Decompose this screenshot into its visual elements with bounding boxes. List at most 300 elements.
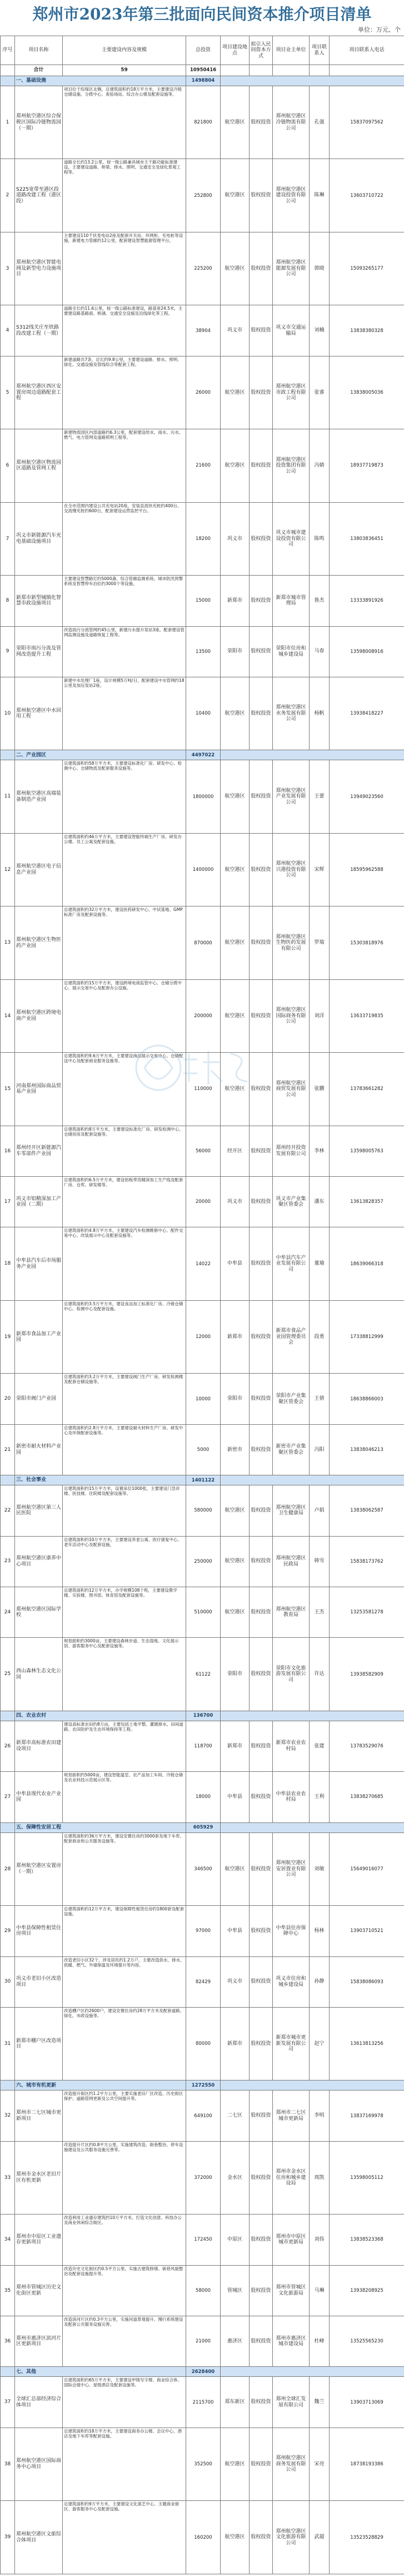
cell-content: 总建筑面积约3.2万平方米，主要建设阀门生产厂房、研发检测楼及配套仓储设施等。 bbox=[63, 1374, 186, 1424]
cell-contact: 王倩 bbox=[310, 1374, 330, 1424]
cell-project-name: 郑州航空港区西区安置房周边道路配套工程 bbox=[15, 356, 63, 429]
cell-contact: 王蕾 bbox=[310, 760, 330, 833]
cell-owner: 郑州市惠济区城市建设局 bbox=[273, 2316, 310, 2367]
cell-content: 改造提升片区约0.8平方公里，实施建筑改造、街巷整治、停车设施建设及公共服务设施完善等。 bbox=[63, 2141, 186, 2214]
project-row bbox=[1, 2215, 404, 2265]
cell-owner: 巩义市产业集聚区管委会 bbox=[273, 1177, 310, 1227]
cell-location: 巩义市 bbox=[221, 1956, 250, 2007]
cell-contact: 潘东 bbox=[310, 1177, 330, 1227]
cell-project-name: 全球汇总部经济综合体项目 bbox=[15, 2377, 63, 2428]
cell-seq: 5 bbox=[1, 356, 15, 429]
cell-invest: 12000 bbox=[186, 1300, 221, 1373]
cell-method: 股权投资 bbox=[250, 677, 273, 750]
cell-method: 股权投资 bbox=[250, 2007, 273, 2080]
header-method: 拟引入民间资本方式 bbox=[250, 36, 273, 65]
cell-method: 股权投资 bbox=[250, 1126, 273, 1176]
cell-invest: 26000 bbox=[186, 356, 221, 429]
cell-seq: 26 bbox=[1, 1721, 15, 1771]
cell-contact: 刘洋 bbox=[310, 979, 330, 1052]
cell-phone: 13603710722 bbox=[330, 159, 404, 232]
cell-contact: 刘敏 bbox=[310, 1832, 330, 1905]
cell-seq: 11 bbox=[1, 760, 15, 833]
cell-invest: 38904 bbox=[186, 305, 221, 356]
cell-contact: 孔强 bbox=[310, 86, 330, 159]
cell-owner: 荥阳市住房和城乡建设局 bbox=[273, 626, 310, 677]
cell-contact: 刘楠 bbox=[310, 305, 330, 356]
cell-seq: 29 bbox=[1, 1906, 15, 1956]
category-label: 七、其他 bbox=[15, 2367, 186, 2377]
cell-invest: 1800000 bbox=[186, 760, 221, 833]
cell-owner: 郑州航空港区民政局 bbox=[273, 1536, 310, 1587]
cell-phone: 13783529076 bbox=[330, 1721, 404, 1771]
cell-phone: 13837169978 bbox=[330, 2090, 404, 2141]
cell-content: 改造滨河片区约0.3平方公里，实施河道景观提升、慢行系统建设及配套公共服务设施完善。 bbox=[63, 2316, 186, 2367]
cell-location: 新郑市 bbox=[221, 1721, 250, 1771]
cell-method: 股权投资 bbox=[250, 1587, 273, 1638]
category-label: 二、产业园区 bbox=[15, 750, 186, 760]
cell-location: 巩义市 bbox=[221, 502, 250, 575]
cell-method: 股权投资 bbox=[250, 429, 273, 502]
cell-content: 总建筑面积约8万平方米，主要建设标准化厂房、研发检测中心、仓储用房及配套设施等。 bbox=[63, 1126, 186, 1176]
cell-contact: 周凯 bbox=[310, 2141, 330, 2214]
cell-invest: 10400 bbox=[186, 677, 221, 750]
cell-invest: 97000 bbox=[186, 1906, 221, 1956]
cell-project-name: 郑州航空港区国际商务中心项目 bbox=[15, 2428, 63, 2500]
cell-invest: 110000 bbox=[186, 1053, 221, 1126]
cell-contact: 陈鸣 bbox=[310, 502, 330, 575]
unit-note: 单位：万元、个 bbox=[358, 26, 401, 33]
cell-project-name: 郑州航空港区第三人民医院 bbox=[15, 1485, 63, 1536]
cell-content: 改造提升街区约1.2平方公里，主要实施老旧厂区改造、历史街区保护、道路管网更新及公共空间提升等。 bbox=[63, 2090, 186, 2141]
cell-owner: 中牟县汽车产业发展有限公司 bbox=[273, 1227, 310, 1300]
cell-invest: 225200 bbox=[186, 232, 221, 305]
header-phone: 项目联系人电话 bbox=[330, 36, 404, 65]
project-row bbox=[1, 626, 404, 677]
cell-invest: 5000 bbox=[186, 1424, 221, 1475]
project-row bbox=[1, 1906, 404, 1956]
cell-content: 总建筑面积约2.8万平方米，主要建设耐火材料生产厂房、研发中心及环保配套设施等。 bbox=[63, 1424, 186, 1475]
cell-contact: 冯阳 bbox=[310, 1424, 330, 1475]
cell-seq: 34 bbox=[1, 2215, 15, 2265]
cell-owner: 郑州市金水区住房和城乡建设局 bbox=[273, 2141, 310, 2214]
cell-invest: 18200 bbox=[186, 502, 221, 575]
cell-contact: 魏兰 bbox=[310, 2377, 330, 2428]
cell-invest: 1400000 bbox=[186, 833, 221, 906]
cell-project-name: 新密市耐火材料产业园 bbox=[15, 1424, 63, 1475]
cell-phone: 18595962588 bbox=[330, 833, 404, 906]
cell-method: 股权投资 bbox=[250, 232, 273, 305]
cell-location: 巩义市 bbox=[221, 305, 250, 356]
project-row bbox=[1, 1772, 404, 1822]
cell-invest: 14022 bbox=[186, 1227, 221, 1300]
project-table bbox=[0, 36, 404, 2574]
total-label: 合计 bbox=[15, 65, 63, 76]
cell-seq: 27 bbox=[1, 1772, 15, 1822]
cell-content: 建设高标准农田约8万亩，主要包括土地平整、灌溉排水、田间道路、农田防护及生态环境保持等工程。 bbox=[63, 1721, 186, 1771]
category-row bbox=[1, 2367, 404, 2377]
cell-content: 主要建设智慧路灯约5000盏、综合管廊监测系统、城市防汛预警系统及智慧停车泊位约3000个等设施。 bbox=[63, 576, 186, 626]
cell-contact: 张建 bbox=[310, 1721, 330, 1771]
cell-content: 总建筑面积约3.5万平方米，建设食品加工标准化厂房、冷链仓储中心、检测中心及配套设施。 bbox=[63, 1300, 186, 1373]
cell-invest: 56000 bbox=[186, 1126, 221, 1176]
cell-seq: 17 bbox=[1, 1177, 15, 1227]
table-body bbox=[1, 65, 404, 2574]
total-count: 59 bbox=[63, 65, 186, 76]
cell-location: 航空港区 bbox=[221, 677, 250, 750]
cell-invest: 21000 bbox=[186, 2316, 221, 2367]
cell-seq: 6 bbox=[1, 429, 15, 502]
project-row bbox=[1, 1638, 404, 1711]
cell-project-name: 西山森林生态文化公园 bbox=[15, 1638, 63, 1711]
cell-seq: 2 bbox=[1, 159, 15, 232]
project-row bbox=[1, 833, 404, 906]
total-row bbox=[1, 65, 404, 76]
cell-project-name: 巩义市老旧小区改造项目 bbox=[15, 1956, 63, 2007]
cell-project-name: 郑州航空港区中水回用工程 bbox=[15, 677, 63, 750]
category-invest: 605929 bbox=[186, 1822, 221, 1832]
cell-contact: 罗瑞 bbox=[310, 906, 330, 979]
cell-location: 航空港区 bbox=[221, 1832, 250, 1905]
cell-phone: 13938582909 bbox=[330, 1638, 404, 1711]
cell-method: 股权投资 bbox=[250, 1053, 273, 1126]
cell-method: 股权投资 bbox=[250, 833, 273, 906]
cell-content: 总建筑面积约6.5万平方米，建设铝板带箔精深加工生产线及配套厂房、仓库、研发楼等。 bbox=[63, 1177, 186, 1227]
cell-invest: 13500 bbox=[186, 626, 221, 677]
category-invest: 1401122 bbox=[186, 1475, 221, 1485]
cell-seq: 18 bbox=[1, 1227, 15, 1300]
cell-seq: 3 bbox=[1, 232, 15, 305]
cell-project-name: 郑州市惠济区滨河片区更新项目 bbox=[15, 2316, 63, 2367]
cell-contact: 郭晓 bbox=[310, 232, 330, 305]
cell-owner: 郑州航空港区兴港投资有限公司 bbox=[273, 833, 310, 906]
cell-project-name: 巩义市新能源汽车充电基础设施项目 bbox=[15, 502, 63, 575]
category-invest: 1272550 bbox=[186, 2080, 221, 2090]
cell-owner: 中牟县住房保障中心 bbox=[273, 1906, 310, 1956]
cell-project-name: 荥阳市阀门产业园 bbox=[15, 1374, 63, 1424]
cell-method: 股权投资 bbox=[250, 2141, 273, 2214]
cell-phone: 13598005763 bbox=[330, 1126, 404, 1176]
cell-content: 改造雨污分流管网约45公里，新建污水提升泵站3座，配套建设管网监测设施及道路恢复工程等。 bbox=[63, 626, 186, 677]
cell-invest: 510000 bbox=[186, 1587, 221, 1638]
cell-content: 新建道路共7条，总长约9.8公里，主要建设道路、排水、照明、绿化、交通设施及管线综合等配套工程。 bbox=[63, 356, 186, 429]
cell-project-name: 郑州航空港区高端装备制造产业园 bbox=[15, 760, 63, 833]
cell-owner: 郑州航空港区建设投资有限公司 bbox=[273, 159, 310, 232]
cell-location: 荥阳市 bbox=[221, 1638, 250, 1711]
cell-phone: 13938418227 bbox=[330, 677, 404, 750]
project-row bbox=[1, 86, 404, 159]
cell-contact: 许达 bbox=[310, 1638, 330, 1711]
cell-owner: 郑州经开投资发展有限公司 bbox=[273, 1126, 310, 1176]
cell-method: 股权投资 bbox=[250, 626, 273, 677]
cell-phone: 18639066318 bbox=[330, 1227, 404, 1300]
category-invest: 2628400 bbox=[186, 2367, 221, 2377]
cell-phone: 13633719835 bbox=[330, 979, 404, 1052]
cell-content: 总建筑面积约58万平方米，主要建设标准化厂房、研发中心、检测中心、仓储物流及配套服务设施等。 bbox=[63, 760, 186, 833]
cell-content: 新建中水处理厂1座，设计规模5万吨/日，配套建设中水管网约18公里及加压泵站2座。 bbox=[63, 677, 186, 750]
cell-contact: 王利 bbox=[310, 1772, 330, 1822]
cell-owner: 郑州航空港区冷链物流有限公司 bbox=[273, 86, 310, 159]
project-row bbox=[1, 502, 404, 575]
cell-phone: 13598005112 bbox=[330, 2141, 404, 2214]
cell-phone: 13903710521 bbox=[330, 1906, 404, 1956]
cell-owner: 郑州航空港区卫生健康局 bbox=[273, 1485, 310, 1536]
project-row bbox=[1, 2501, 404, 2574]
cell-location: 巩义市 bbox=[221, 1177, 250, 1227]
cell-project-name: 郑州航空港区电子信息产业园 bbox=[15, 833, 63, 906]
cell-owner: 新郑市食品产业园管理委员会 bbox=[273, 1300, 310, 1373]
cell-phone: 15093265177 bbox=[330, 232, 404, 305]
cell-content: 总建筑面积约65万平方米，主要建设甲级写字楼、商业综合体、国际会展中心、星级酒店及配套设施等。 bbox=[63, 2377, 186, 2428]
cell-invest: 118700 bbox=[186, 1721, 221, 1771]
category-row bbox=[1, 1475, 404, 1485]
cell-seq: 21 bbox=[1, 1424, 15, 1475]
category-row bbox=[1, 750, 404, 760]
cell-location: 中牟县 bbox=[221, 1227, 250, 1300]
cell-invest: 352500 bbox=[186, 2428, 221, 2500]
cell-method: 股权投资 bbox=[250, 1832, 273, 1905]
cell-contact: 马春 bbox=[310, 626, 330, 677]
cell-owner: 荥阳市产业集聚区管委会 bbox=[273, 1374, 310, 1424]
cell-location: 航空港区 bbox=[221, 86, 250, 159]
cell-phone: 13903713069 bbox=[330, 2377, 404, 2428]
cell-contact: 段勇 bbox=[310, 1300, 330, 1373]
project-row bbox=[1, 232, 404, 305]
header-invest: 总投资 bbox=[186, 36, 221, 65]
project-row bbox=[1, 429, 404, 502]
category-row bbox=[1, 1711, 404, 1721]
cell-phone: 17338812999 bbox=[330, 1300, 404, 1373]
cell-invest: 200000 bbox=[186, 979, 221, 1052]
cell-invest: 160200 bbox=[186, 2501, 221, 2574]
cell-seq: 23 bbox=[1, 1536, 15, 1587]
project-row bbox=[1, 2090, 404, 2141]
cell-location: 航空港区 bbox=[221, 2428, 250, 2500]
cell-method: 股权投资 bbox=[250, 1424, 273, 1475]
cell-contact: 宋辉 bbox=[310, 833, 330, 906]
cell-project-name: 郑州航空港区智能电网及新型电力设施项目 bbox=[15, 232, 63, 305]
cell-seq: 14 bbox=[1, 979, 15, 1052]
cell-location: 航空港区 bbox=[221, 1587, 250, 1638]
cell-project-name: 新郑市新型城镇化智慧市政设施项目 bbox=[15, 576, 63, 626]
cell-contact: 刘伟 bbox=[310, 2215, 330, 2265]
project-row bbox=[1, 1424, 404, 1475]
total-invest: 10950416 bbox=[186, 65, 221, 76]
cell-location: 航空港区 bbox=[221, 356, 250, 429]
cell-phone: 13523528829 bbox=[330, 2501, 404, 2574]
cell-seq: 22 bbox=[1, 1485, 15, 1536]
cell-owner: 巩义市住房和城乡建设局 bbox=[273, 1956, 310, 2007]
cell-contact: 王杰 bbox=[310, 1587, 330, 1638]
cell-location: 新郑市 bbox=[221, 576, 250, 626]
project-row bbox=[1, 1126, 404, 1176]
cell-location: 航空港区 bbox=[221, 833, 250, 906]
header-row bbox=[1, 36, 404, 65]
cell-seq: 39 bbox=[1, 2501, 15, 2574]
category-label: 四、农业农村 bbox=[15, 1711, 186, 1721]
cell-location: 航空港区 bbox=[221, 1485, 250, 1536]
cell-owner: 郑州航空港区产业发展有限公司 bbox=[273, 760, 310, 833]
category-invest: 4497022 bbox=[186, 750, 221, 760]
project-row bbox=[1, 1053, 404, 1126]
cell-method: 股权投资 bbox=[250, 1536, 273, 1587]
cell-location: 航空港区 bbox=[221, 979, 250, 1052]
cell-contact: 韩雪 bbox=[310, 1536, 330, 1587]
cell-method: 股权投资 bbox=[250, 906, 273, 979]
category-label: 六、城市有机更新 bbox=[15, 2080, 186, 2090]
cell-invest: 21600 bbox=[186, 429, 221, 502]
cell-phone: 15303818976 bbox=[330, 906, 404, 979]
project-row bbox=[1, 1536, 404, 1587]
cell-seq: 9 bbox=[1, 626, 15, 677]
cell-seq: 13 bbox=[1, 906, 15, 979]
cell-owner: 新郑市城市更新发展有限公司 bbox=[273, 2007, 310, 2080]
project-row bbox=[1, 1177, 404, 1227]
cell-invest: 346500 bbox=[186, 1832, 221, 1905]
cell-project-name: 河南郑州国际商品贸易产业园 bbox=[15, 1053, 63, 1126]
cell-location: 航空港区 bbox=[221, 2501, 250, 2574]
project-row bbox=[1, 1956, 404, 2007]
cell-content: 总建筑面积约12万平方米，建设保障性租赁住房约1800套及配套设施。 bbox=[63, 1906, 186, 1956]
cell-phone: 13613828357 bbox=[330, 1177, 404, 1227]
cell-seq: 10 bbox=[1, 677, 15, 750]
cell-invest: 82429 bbox=[186, 1956, 221, 2007]
cell-content: 项目位于综保区北侧，总建筑面积约18万平方米，主要建设冷链仓储设施、分拨中心、查验场站、综合办公楼及配套设施等。 bbox=[63, 86, 186, 159]
project-row bbox=[1, 1721, 404, 1771]
header-content: 主要建设内容及规模 bbox=[63, 36, 186, 65]
cell-contact: 杜峰 bbox=[310, 2316, 330, 2367]
cell-owner: 郑州市二七区城市更新局 bbox=[273, 2090, 310, 2141]
cell-phone: 13938208925 bbox=[330, 2265, 404, 2316]
cell-content: 总建筑面积约32万平方米，建设医药研发中心、中试基地、GMP标准厂房及配套设施等。 bbox=[63, 906, 186, 979]
cell-project-name: 郑州航空港区康养中心项目 bbox=[15, 1536, 63, 1587]
cell-seq: 8 bbox=[1, 576, 15, 626]
cell-seq: 28 bbox=[1, 1832, 15, 1905]
project-row bbox=[1, 1485, 404, 1536]
cell-location: 中牟县 bbox=[221, 1772, 250, 1822]
cell-seq: 30 bbox=[1, 1956, 15, 2007]
cell-phone: 13783661282 bbox=[330, 1053, 404, 1126]
cell-method: 股权投资 bbox=[250, 1374, 273, 1424]
cell-location: 航空港区 bbox=[221, 1053, 250, 1126]
cell-owner: 郑州航空港区教育局 bbox=[273, 1587, 310, 1638]
cell-contact: 马琳 bbox=[310, 2265, 330, 2316]
cell-content: 总建筑面积约4.8万平方米，主要建设汽车检测维修中心、配件交易中心、改装展示中心及配套设施等。 bbox=[63, 1227, 186, 1300]
cell-seq: 20 bbox=[1, 1374, 15, 1424]
cell-method: 股权投资 bbox=[250, 1177, 273, 1227]
cell-contact: 董瑜 bbox=[310, 1227, 330, 1300]
project-row bbox=[1, 1832, 404, 1905]
cell-location: 航空港区 bbox=[221, 232, 250, 305]
project-row bbox=[1, 979, 404, 1052]
cell-project-name: 郑州航空港区物流园区道路及管网工程 bbox=[15, 429, 63, 502]
cell-owner: 郑州航空港区国际商务有限公司 bbox=[273, 979, 310, 1052]
project-row bbox=[1, 1227, 404, 1300]
cell-owner: 巩义市交通运输局 bbox=[273, 305, 310, 356]
cell-seq: 32 bbox=[1, 2090, 15, 2141]
cell-seq: 31 bbox=[1, 2007, 15, 2080]
cell-phone: 15838173762 bbox=[330, 1536, 404, 1587]
cell-project-name: 郑州经开区新能源汽车零部件产业园 bbox=[15, 1126, 63, 1176]
cell-phone: 18937719873 bbox=[330, 429, 404, 502]
cell-contact: 张睿 bbox=[310, 356, 330, 429]
cell-invest: 10000 bbox=[186, 1374, 221, 1424]
cell-phone: 13525565230 bbox=[330, 2316, 404, 2367]
cell-content: 改造利用工业遗存建筑约10万平方米，打造文化创意、科技办公及商业休闲综合街区。 bbox=[63, 2215, 186, 2265]
cell-invest: 80000 bbox=[186, 2007, 221, 2080]
cell-invest: 250000 bbox=[186, 1536, 221, 1587]
category-invest: 136700 bbox=[186, 1711, 221, 1721]
project-row bbox=[1, 2141, 404, 2214]
cell-owner: 郑州航空港区投资集团有限公司 bbox=[273, 429, 310, 502]
cell-phone: 13838046213 bbox=[330, 1424, 404, 1475]
cell-phone: 13803836451 bbox=[330, 502, 404, 575]
cell-invest: 15000 bbox=[186, 576, 221, 626]
cell-phone: 13838270685 bbox=[330, 1772, 404, 1822]
cell-phone: 13253581278 bbox=[330, 1587, 404, 1638]
cell-project-name: 中牟县保障性租赁住房项目 bbox=[15, 1906, 63, 1956]
cell-content: 规划面积约5000亩，建设智能温室、农产品加工车间、冷链仓储及农业科技示范展示区等。 bbox=[63, 1772, 186, 1822]
cell-owner: 荥阳市文化旅游发展有限公司 bbox=[273, 1638, 310, 1711]
cell-location: 荥阳市 bbox=[221, 1374, 250, 1424]
cell-method: 股权投资 bbox=[250, 86, 273, 159]
cell-contact: 卢娟 bbox=[310, 1485, 330, 1536]
category-invest: 1498804 bbox=[186, 76, 221, 86]
cell-seq: 24 bbox=[1, 1587, 15, 1638]
cell-project-name: 新郑市食品加工产业园 bbox=[15, 1300, 63, 1373]
cell-location: 新密市 bbox=[221, 1424, 250, 1475]
category-label: 五、保障性安居工程 bbox=[15, 1822, 186, 1832]
project-row bbox=[1, 760, 404, 833]
cell-owner: 郑州市中原区城市更新局 bbox=[273, 2215, 310, 2265]
cell-owner: 郑州市管城区文化旅游局 bbox=[273, 2265, 310, 2316]
cell-method: 股权投资 bbox=[250, 979, 273, 1052]
project-row bbox=[1, 159, 404, 232]
category-row bbox=[1, 76, 404, 86]
cell-contact: 李明 bbox=[310, 2090, 330, 2141]
cell-project-name: 郑州航空港区安置房（一期） bbox=[15, 1832, 63, 1905]
cell-project-name: 郑州市管城区历史文化街区更新 bbox=[15, 2265, 63, 2316]
cell-owner: 郑州航空港区市政工程有限公司 bbox=[273, 356, 310, 429]
cell-phone: 13598008916 bbox=[330, 626, 404, 677]
cell-owner: 郑州航空港区生物医药发展有限公司 bbox=[273, 906, 310, 979]
cell-seq: 16 bbox=[1, 1126, 15, 1176]
cell-location: 航空港区 bbox=[221, 906, 250, 979]
cell-phone: 13838523368 bbox=[330, 2215, 404, 2265]
cell-contact: 杨帆 bbox=[310, 677, 330, 750]
cell-method: 股权投资 bbox=[250, 2316, 273, 2367]
cell-contact: 陈琳 bbox=[310, 159, 330, 232]
project-row bbox=[1, 576, 404, 626]
cell-method: 股权投资 bbox=[250, 1638, 273, 1711]
cell-project-name: 新郑市棚户区改造项目 bbox=[15, 2007, 63, 2080]
cell-project-name: 新郑市高标准农田建设项目 bbox=[15, 1721, 63, 1771]
cell-phone: 13613813256 bbox=[330, 2007, 404, 2080]
cell-content: 主要建设110千伏变电站2座及配套开关站、环网柜、充电桩等设施，新建电力管廊约12公里，配套建设智慧能源管理平台。 bbox=[63, 232, 186, 305]
cell-content: 总建筑面积约15万平方米，设置床位1000张，主要建设门急诊楼、医技楼、住院楼及配套设施等。 bbox=[63, 1485, 186, 1536]
cell-method: 股权投资 bbox=[250, 760, 273, 833]
cell-content: 改造老旧小区32个，涉及居民约1.2万户，主要改造供水、排水、供暖、燃气、外墙保温及环境提升等内容。 bbox=[63, 1956, 186, 2007]
cell-seq: 38 bbox=[1, 2428, 15, 2500]
project-row bbox=[1, 2428, 404, 2500]
project-row bbox=[1, 1300, 404, 1373]
cell-content: 总建筑面积约18万平方米，主要建设商务办公楼、会议中心、酒店及地下车库等配套设施。 bbox=[63, 2428, 186, 2500]
cell-phone: 13333891926 bbox=[330, 576, 404, 626]
cell-invest: 58000 bbox=[186, 2265, 221, 2316]
cell-owner: 郑州航空港区水务发展有限公司 bbox=[273, 677, 310, 750]
cell-location: 金水区 bbox=[221, 2141, 250, 2214]
project-row bbox=[1, 305, 404, 356]
cell-method: 股权投资 bbox=[250, 356, 273, 429]
